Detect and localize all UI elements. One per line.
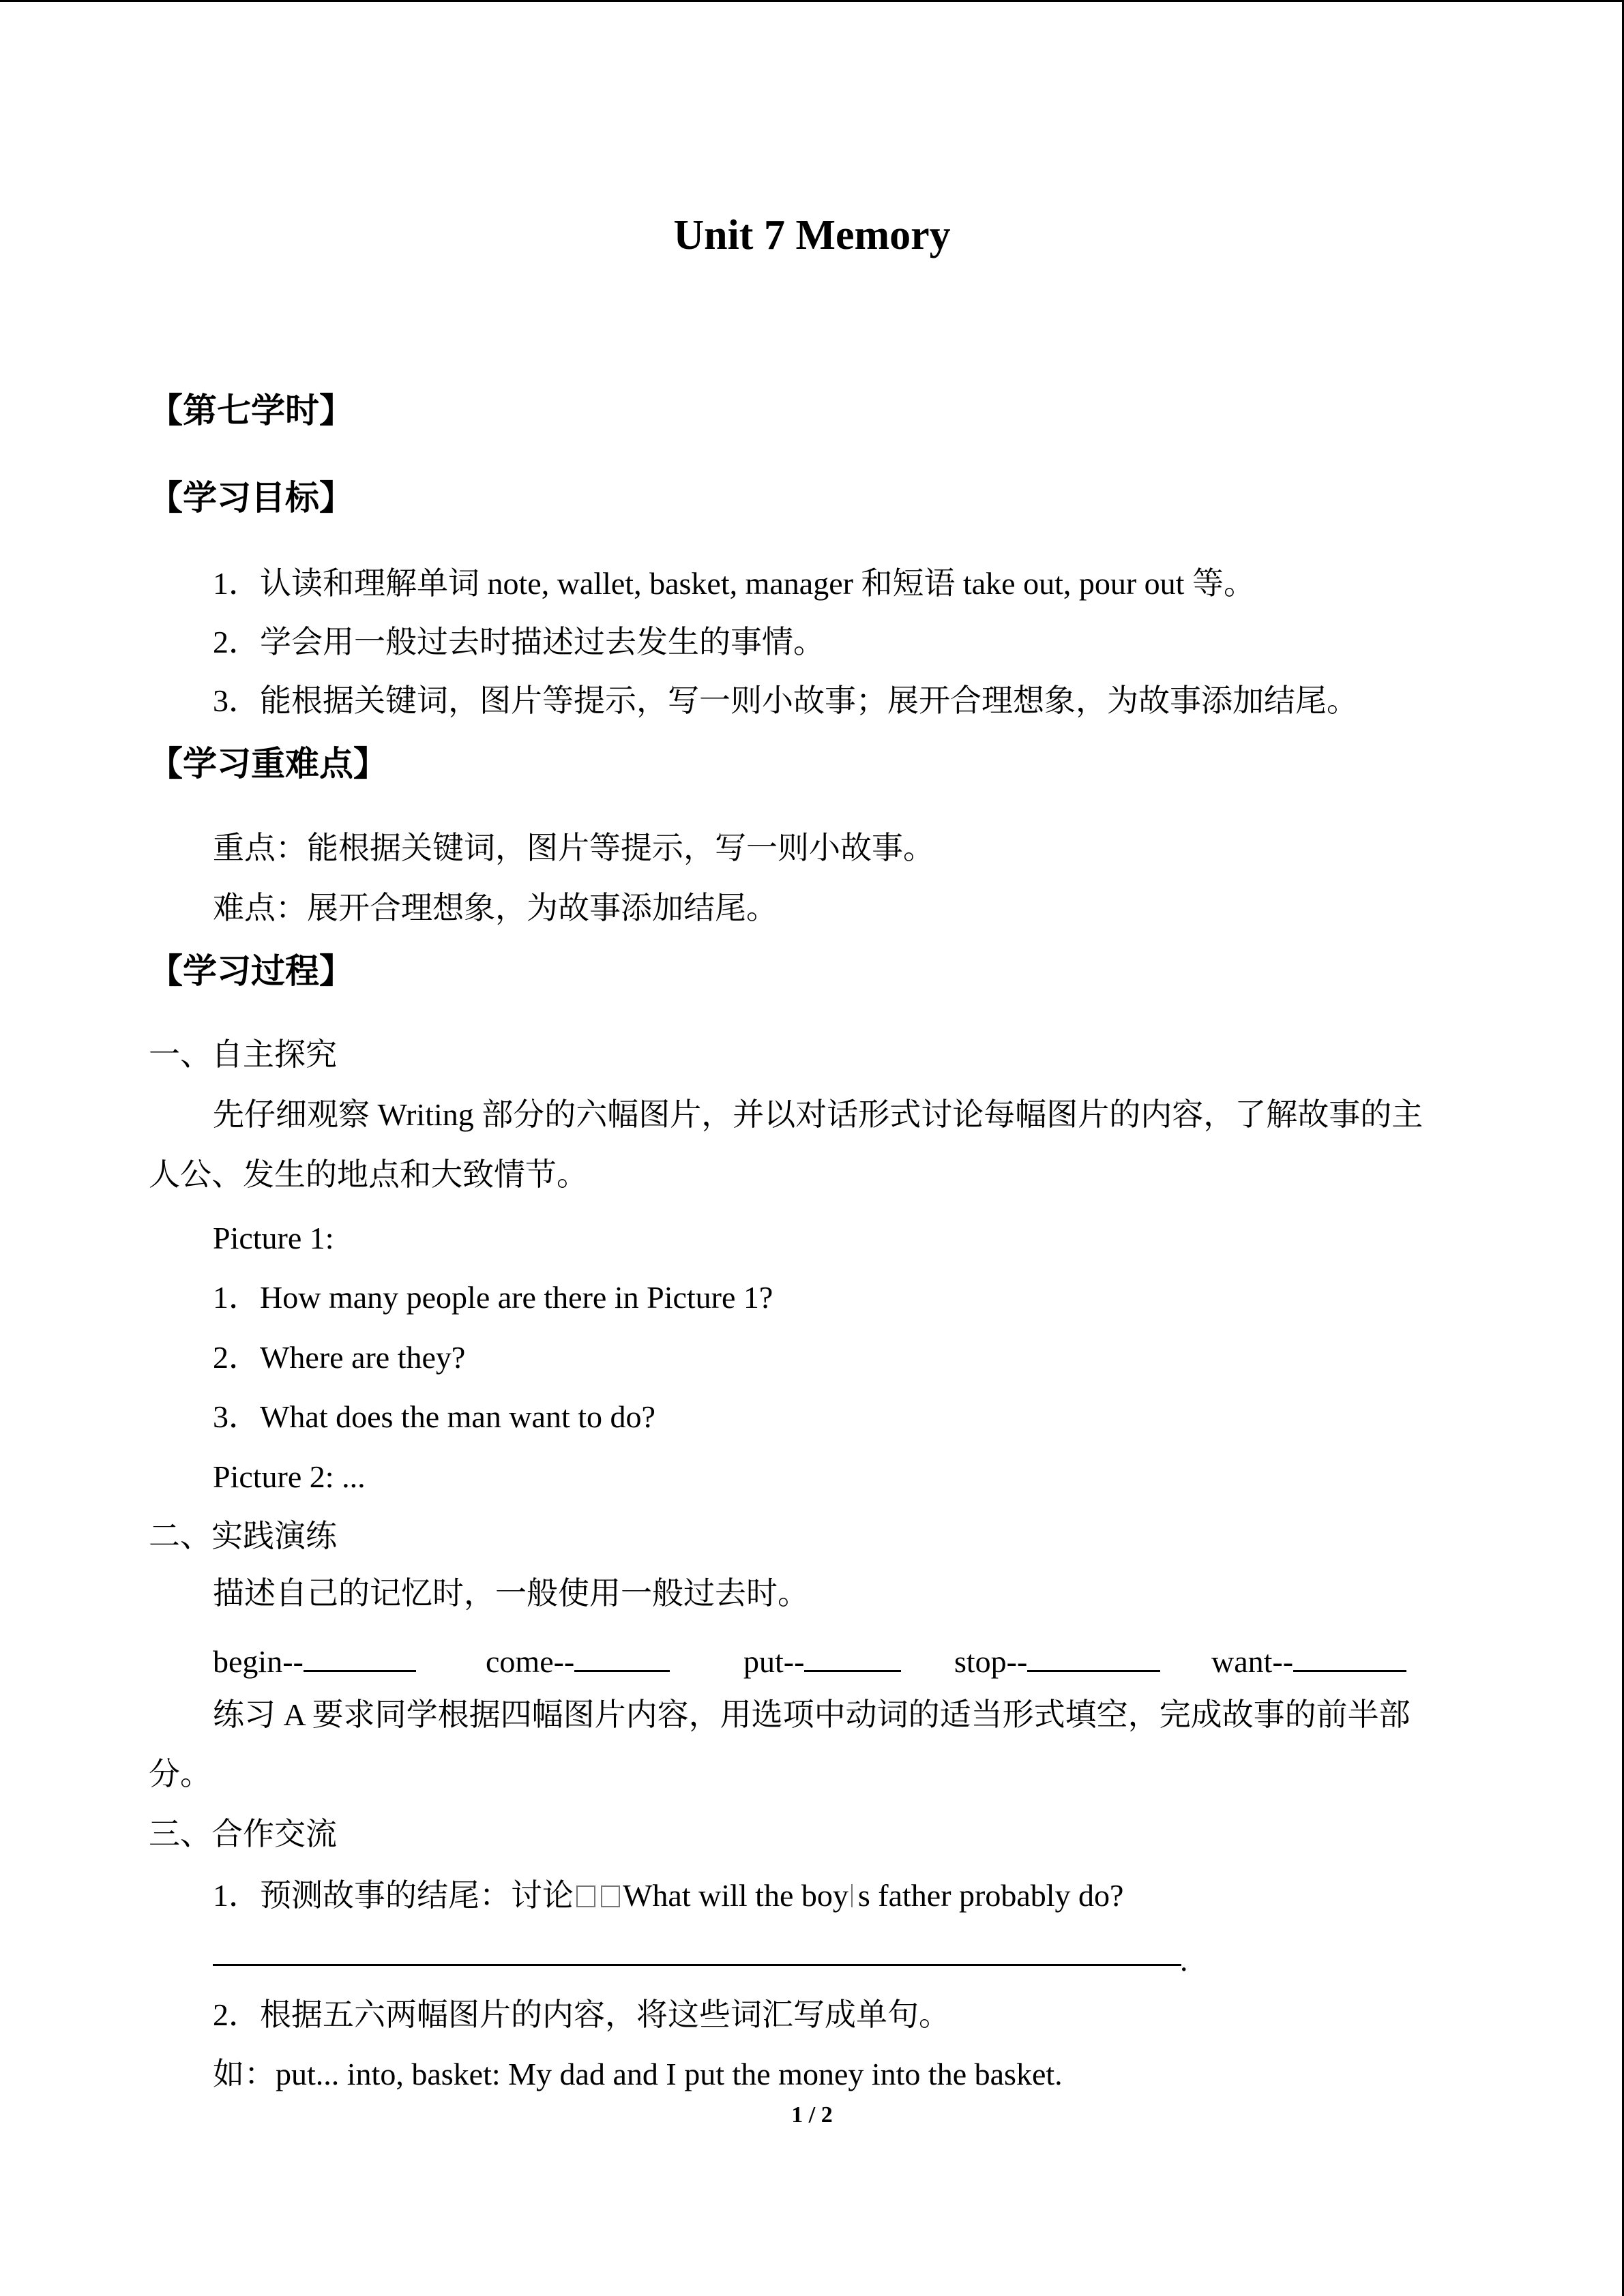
section1-title: 一、自主探究 [149, 1037, 337, 1072]
missing-glyph-box [601, 1885, 620, 1907]
question-item: 1．How many people are there in Picture 1? [213, 1280, 773, 1315]
blank-line[interactable] [1293, 1640, 1406, 1672]
objective-item: 2．学会用一般过去时描述过去发生的事情。 [213, 625, 825, 659]
section3-example: 如：put... into, basket: My dad and I put the money into the basket. [213, 2057, 1063, 2091]
section1-intro-line2: 人公、发生的地点和大致情节。 [149, 1157, 588, 1192]
verb-blank-stop: stop-- [954, 1640, 1160, 1682]
process-heading: 【学习过程】 [149, 951, 353, 991]
key-points-heading: 【学习重难点】 [149, 744, 387, 784]
objective-item: 3．能根据关键词，图片等提示，写一则小故事；展开合理想象，为故事添加结尾。 [213, 683, 1358, 718]
picture1-label: Picture 1: [213, 1221, 334, 1255]
section3-item1: 1．预测故事的结尾：讨论 What will the boy s father probably do? [213, 1878, 1124, 1913]
difficulty-text: 难点：展开合理想象，为故事添加结尾。 [213, 891, 778, 925]
blank-line[interactable] [1027, 1640, 1160, 1672]
period-heading: 【第七学时】 [149, 391, 353, 430]
section3-item2: 2．根据五六两幅图片的内容，将这些词汇写成单句。 [213, 1997, 950, 2032]
verb-blank-put: put-- [743, 1640, 901, 1682]
objective-item: 1．认读和理解单词 note, wallet, basket, manager 和短语 take out, pour out 等。 [213, 566, 1255, 601]
section2-exercise-line1: 练习 A 要求同学根据四幅图片内容，用选项中动词的适当形式填空，完成故事的前半部 [213, 1697, 1411, 1732]
missing-glyph-mark [851, 1884, 855, 1907]
verb-blank-want: want-- [1211, 1640, 1406, 1682]
blank-line[interactable] [574, 1640, 670, 1672]
page-number: 1 / 2 [791, 2102, 833, 2128]
blank-line[interactable] [804, 1640, 901, 1672]
document-title: Unit 7 Memory [673, 212, 951, 258]
section2-exercise-line2: 分。 [149, 1757, 211, 1791]
answer-blank-line[interactable] [213, 1964, 1181, 1966]
verb-blank-come: come-- [486, 1640, 670, 1682]
question-item: 3．What does the man want to do? [213, 1399, 655, 1434]
verb-blank-begin: begin-- [213, 1640, 416, 1682]
section2-intro: 描述自己的记忆时，一般使用一般过去时。 [213, 1576, 809, 1611]
section3-title: 三、合作交流 [149, 1817, 337, 1851]
objectives-heading: 【学习目标】 [149, 478, 353, 518]
missing-glyph-box [576, 1885, 595, 1907]
question-item: 2．Where are they? [213, 1340, 466, 1375]
section2-title: 二、实践演练 [149, 1519, 337, 1553]
focus-text: 重点：能根据关键词，图片等提示，写一则小故事。 [213, 831, 934, 865]
section1-intro-line1: 先仔细观察 Writing 部分的六幅图片，并以对话形式讨论每幅图片的内容，了解故事的主 [213, 1097, 1423, 1132]
blank-line[interactable] [304, 1640, 416, 1672]
picture2-label: Picture 2: ... [213, 1459, 366, 1494]
answer-period: . [1180, 1943, 1188, 1978]
